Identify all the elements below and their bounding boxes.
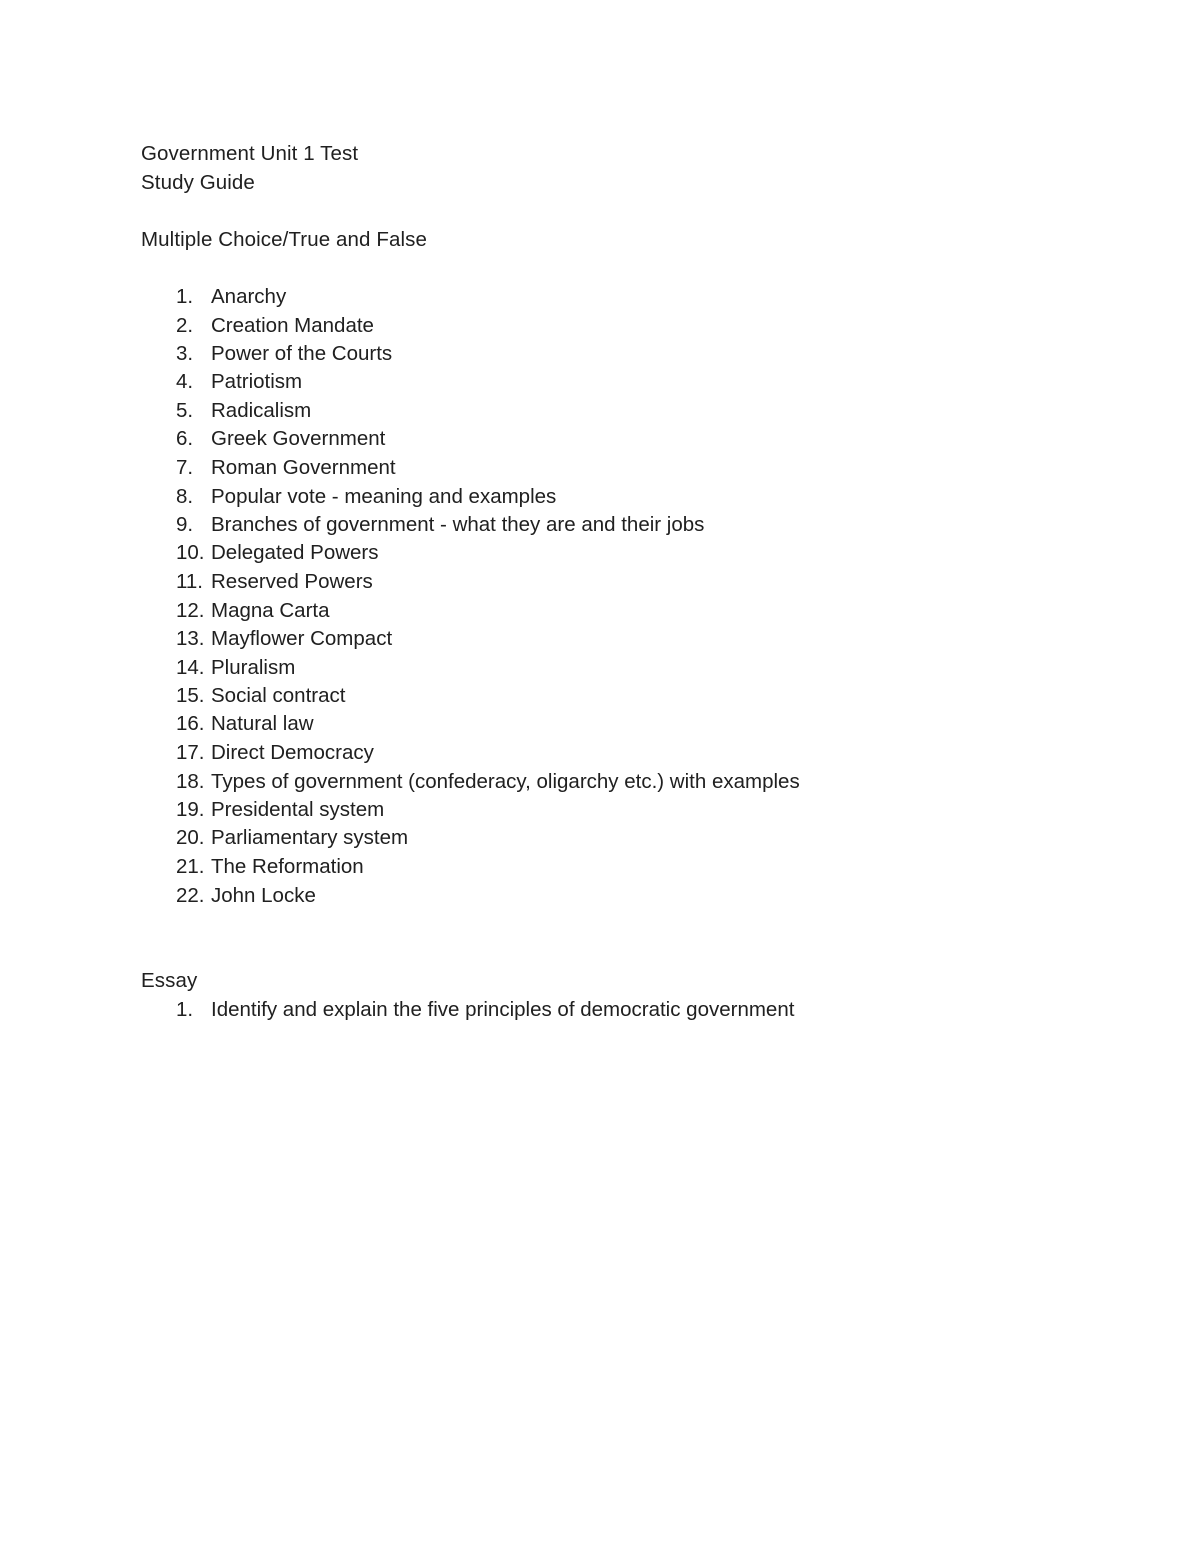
list-item-text: John Locke [211, 884, 316, 907]
list-item-text: Social contract [211, 684, 346, 707]
list-item-text: Patriotism [211, 370, 303, 393]
list-item-text: Direct Democracy [211, 741, 374, 764]
list-item-text: Pluralism [211, 656, 296, 679]
list-item-number: 21. [176, 855, 205, 878]
list-item-text: The Reformation [211, 855, 364, 878]
list-item-number: 5. [176, 399, 194, 422]
list-item-text: Popular vote - meaning and examples [211, 485, 557, 508]
list-item-number: 19. [176, 798, 205, 821]
list-item-number: 7. [176, 456, 194, 479]
list-item-number: 14. [176, 656, 205, 679]
list-item-number: 10. [176, 541, 205, 564]
multiple-choice-heading: Multiple Choice/True and False [141, 228, 427, 251]
list-item-number: 17. [176, 741, 205, 764]
list-item-text: Parliamentary system [211, 826, 409, 849]
list-item-text: Mayflower Compact [211, 627, 393, 650]
list-item-number: 4. [176, 370, 194, 393]
list-item-number: 1. [176, 285, 194, 308]
list-item-number: 6. [176, 427, 194, 450]
document-subtitle: Study Guide [141, 171, 255, 194]
list-item-text: Identify and explain the five principles of democratic government [211, 998, 795, 1021]
list-item-number: 12. [176, 599, 205, 622]
list-item-number: 15. [176, 684, 205, 707]
essay-heading: Essay [141, 969, 198, 992]
list-item-text: Greek Government [211, 427, 386, 450]
list-item-text: Reserved Powers [211, 570, 373, 593]
list-item-number: 16. [176, 712, 205, 735]
list-item-text: Radicalism [211, 399, 312, 422]
list-item-text: Creation Mandate [211, 314, 374, 337]
list-item-text: Natural law [211, 712, 314, 735]
list-item-number: 8. [176, 485, 194, 508]
list-item-number: 2. [176, 314, 194, 337]
list-item-number: 1. [176, 998, 194, 1021]
list-item-number: 3. [176, 342, 194, 365]
list-item-text: Roman Government [211, 456, 396, 479]
list-item-text: Power of the Courts [211, 342, 393, 365]
list-item-number: 18. [176, 770, 205, 793]
list-item-text: Delegated Powers [211, 541, 379, 564]
list-item-number: 13. [176, 627, 205, 650]
list-item-number: 9. [176, 513, 194, 536]
list-item-number: 22. [176, 884, 205, 907]
list-item-number: 20. [176, 826, 205, 849]
list-item-text: Presidental system [211, 798, 385, 821]
list-item-text: Branches of government - what they are and their jobs [211, 513, 705, 536]
list-item-text: Magna Carta [211, 599, 330, 622]
list-item-text: Anarchy [211, 285, 287, 308]
document-title: Government Unit 1 Test [141, 142, 359, 165]
list-item-text: Types of government (confederacy, oligarchy etc.) with examples [211, 770, 800, 793]
list-item-number: 11. [176, 570, 203, 593]
